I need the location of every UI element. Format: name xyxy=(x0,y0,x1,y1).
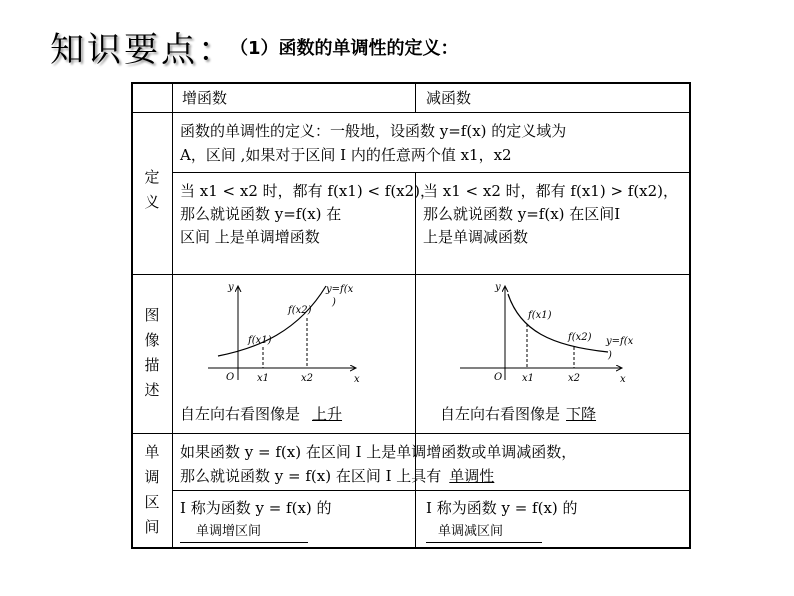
decreasing-graph xyxy=(460,280,634,385)
curve-label: y=f(x xyxy=(326,284,354,295)
curve-label-end: ) xyxy=(608,350,612,361)
x-axis-label: x xyxy=(620,374,626,385)
fx2-label: f(x2) xyxy=(288,305,312,316)
increasing-interval-text: 区间 上是单调增函数 xyxy=(180,228,320,246)
monotonic-line-1: 如果函数 y = f(x) 在区间 I 上是单调增函数或单调减函数， xyxy=(180,443,577,461)
column-header-increasing: 增函数 xyxy=(182,89,228,107)
increasing-interval-underline xyxy=(180,542,308,543)
decreasing-answer: 下降 xyxy=(566,405,597,423)
fx2-label: f(x2) xyxy=(568,332,592,343)
fx1-label: f(x1) xyxy=(528,310,552,321)
origin-label: O xyxy=(226,372,235,383)
grid-line xyxy=(172,172,691,173)
increasing-interval-def: I 称为函数 y = f(x) 的 xyxy=(180,499,332,517)
x1-label: x1 xyxy=(522,373,535,384)
origin-label: O xyxy=(494,372,503,383)
curve-label-end: ) xyxy=(332,297,336,308)
page-subtitle: （1）函数的单调性的定义： xyxy=(239,37,459,59)
row-label-graph: 图 像 描 述 xyxy=(144,306,160,399)
grid-line xyxy=(172,490,691,491)
increasing-graph-caption: 自左向右看图像是 上升 xyxy=(180,403,348,425)
decreasing-condition: 当 x1 < x2 时，都有 f(x1) > f(x2)， xyxy=(423,182,679,200)
decreasing-graph-caption: 自左向右看图像是 下降 xyxy=(440,403,608,425)
x2-label: x2 xyxy=(301,373,314,384)
x-axis-label: x xyxy=(354,374,360,385)
x1-label: x1 xyxy=(257,373,270,384)
decreasing-conclusion: 那么就说函数 y=f(x) 在区间I xyxy=(423,205,621,223)
grid-line xyxy=(415,172,416,549)
definition-line-2: A，区间 ,如果对于区间 I 内的任意两个值 x1，x2 xyxy=(180,146,512,164)
increasing-interval-answer: 单调增区间 xyxy=(196,524,262,539)
increasing-condition: 当 x1 < x2 时，都有 f(x1) < f(x2)， xyxy=(180,182,436,200)
definition-line-1: 函数的单调性的定义：一般地，设函数 y=f(x) 的定义域为 xyxy=(180,122,567,140)
increasing-conclusion: 那么就说函数 y=f(x) 在 xyxy=(180,205,342,223)
decreasing-interval-def: I 称为函数 y = f(x) 的 xyxy=(426,499,578,517)
column-header-decreasing: 减函数 xyxy=(426,89,472,107)
increasing-curve xyxy=(218,286,326,356)
decreasing-interval-underline xyxy=(426,542,542,543)
grid-line xyxy=(131,433,691,434)
page-heading xyxy=(50,22,459,70)
row-label-monotonic-interval: 单 调 区 间 xyxy=(144,443,160,536)
y-axis-label: y xyxy=(495,282,501,293)
page-title: 知识要点： xyxy=(50,30,235,70)
grid-line xyxy=(172,82,173,549)
grid-line xyxy=(415,82,416,112)
fx1-label: f(x1) xyxy=(248,335,272,346)
decreasing-interval-answer: 单调减区间 xyxy=(438,524,504,539)
row-label-definition: 定 义 xyxy=(144,168,160,211)
decreasing-interval-text: 上是单调减函数 xyxy=(423,228,529,246)
increasing-answer: 上升 xyxy=(312,405,343,423)
grid-line xyxy=(131,112,691,113)
grid-line xyxy=(131,274,691,275)
increasing-graph xyxy=(208,280,368,385)
monotonic-line-2: 那么就说函数 y = f(x) 在区间 I 上具有 单调性 xyxy=(180,465,508,487)
monotonic-answer: 单调性 xyxy=(449,467,495,485)
x2-label: x2 xyxy=(568,373,581,384)
curve-label: y=f(x xyxy=(606,336,634,347)
decreasing-curve xyxy=(508,294,608,352)
y-axis-label: y xyxy=(228,282,234,293)
